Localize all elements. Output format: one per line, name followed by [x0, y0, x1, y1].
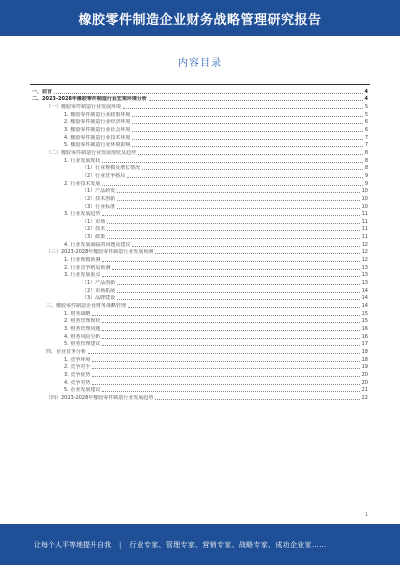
- toc-entry-title: 三、橡胶零件制造企业财务战略管理: [46, 303, 127, 310]
- toc-entry-title: 1. 行业规模预测: [64, 257, 101, 264]
- toc-entry-page: 13: [361, 264, 368, 271]
- toc-entry[interactable]: [32, 386, 368, 394]
- report-title: 橡胶零件制造企业财务战略管理研究报告: [78, 12, 322, 28]
- toc-entry[interactable]: [32, 294, 368, 302]
- toc-entry-page: 18: [361, 356, 368, 363]
- toc-entry-title: 3. 行业发展趋势: [64, 211, 101, 218]
- toc-entry[interactable]: [32, 164, 368, 172]
- toc-dot-leader: [149, 100, 363, 101]
- toc-entry-title: （1）产品研发: [82, 188, 116, 195]
- toc-dot-leader: [132, 131, 362, 132]
- toc-entry-page: 8: [364, 165, 368, 172]
- toc-entry[interactable]: [32, 133, 368, 141]
- toc-dot-leader: [92, 376, 359, 377]
- toc-entry-title: 1. 行业发展现状: [64, 157, 101, 164]
- toc-divider: [30, 84, 370, 85]
- toc-entry-title: 4. 橡胶零件制造行业技术环境: [64, 134, 131, 141]
- toc-entry-page: 11: [361, 226, 368, 233]
- toc-entry-page: 16: [361, 326, 368, 332]
- toc-entry[interactable]: [32, 347, 368, 355]
- toc-entry[interactable]: [32, 102, 368, 110]
- toc-dot-leader: [127, 177, 363, 178]
- toc-entry[interactable]: [32, 309, 368, 317]
- toc-entry-title: 2. 行业技术发展: [64, 180, 101, 187]
- toc-entry-title: 5. 企业发展建议: [64, 387, 101, 394]
- toc-dot-leader: [138, 154, 363, 155]
- toc-entry[interactable]: [32, 217, 368, 225]
- toc-dot-leader: [117, 299, 359, 300]
- toc-dot-leader: [117, 292, 359, 293]
- toc-entry-title: 3. 橡胶零件制造行业社会环境: [64, 126, 131, 133]
- toc-entry-title: （3）政策: [82, 234, 106, 241]
- toc-entry-page: 16: [361, 333, 368, 340]
- toc-entry-title: 二、2023-2028年橡胶零件制造行业宏观环境分析: [32, 96, 147, 103]
- toc-entry[interactable]: [32, 248, 368, 256]
- toc-dot-leader: [102, 276, 359, 277]
- toc-entry-title: 4. 行业发展面临的问题及建议: [64, 241, 131, 248]
- toc-entry-title: 2. 橡胶零件制造行业经济环境: [64, 119, 131, 126]
- toc-entry-page: 10: [361, 188, 368, 195]
- toc-entry-title: 5. 财务管理建议: [64, 341, 101, 348]
- toc-entry-title: 3. 行业发展重点: [64, 272, 101, 279]
- toc-entry[interactable]: [32, 118, 368, 126]
- toc-entry-title: （四）2023-2028年橡胶零件制造行业发展趋势: [46, 394, 154, 401]
- toc-entry-page: 11: [361, 211, 368, 218]
- toc-list: [32, 87, 368, 401]
- toc-dot-leader: [132, 116, 362, 117]
- toc-dot-leader: [102, 391, 359, 392]
- toc-entry[interactable]: [32, 95, 368, 103]
- toc-entry[interactable]: [32, 378, 368, 386]
- toc-entry-title: 2. 竞争对手: [64, 364, 91, 371]
- toc-entry[interactable]: [32, 87, 368, 95]
- toc-entry-title: 3. 竞争优势: [64, 371, 91, 378]
- toc-entry-title: 3. 财务管理问题: [64, 326, 101, 332]
- toc-entry[interactable]: [32, 286, 368, 294]
- toc-entry[interactable]: [32, 255, 368, 263]
- toc-entry[interactable]: [32, 278, 368, 286]
- toc-entry-title: 一、前言: [32, 88, 53, 95]
- toc-dot-leader: [117, 200, 359, 201]
- toc-dot-leader: [128, 307, 360, 308]
- toc-entry-title: 四、企业竞争分析: [46, 348, 87, 355]
- toc-dot-leader: [102, 330, 359, 331]
- toc-entry[interactable]: [32, 202, 368, 210]
- toc-dot-leader: [54, 93, 363, 94]
- footer-bar: [0, 524, 400, 565]
- toc-entry-page: 6: [364, 119, 368, 126]
- toc-dot-leader: [155, 399, 359, 400]
- toc-entry-page: 10: [361, 203, 368, 210]
- toc-entry-title: （2）行业竞争格局: [82, 172, 126, 179]
- toc-entry-page: 12: [361, 257, 368, 264]
- document-page: [16, 36, 384, 524]
- toc-entry[interactable]: [32, 179, 368, 187]
- toc-entry-title: （3）行业标准: [82, 203, 116, 210]
- toc-entry-title: （二）橡胶零件制造行业发展现状及趋势: [46, 149, 137, 156]
- toc-entry[interactable]: [32, 317, 368, 325]
- toc-entry-page: 22: [361, 394, 368, 401]
- toc-entry-title: （2）技术创新: [82, 195, 116, 202]
- toc-entry[interactable]: [32, 263, 368, 271]
- toc-entry-page: 20: [361, 379, 368, 386]
- toc-dot-leader: [123, 108, 363, 109]
- toc-entry[interactable]: [32, 324, 368, 332]
- toc-entry-page: 13: [361, 272, 368, 279]
- report-header-bar: [0, 0, 400, 36]
- toc-entry[interactable]: [32, 225, 368, 233]
- page-number: 1: [364, 512, 368, 518]
- toc-entry-page: 6: [364, 126, 368, 133]
- toc-entry-page: 14: [361, 303, 368, 310]
- toc-entry-title: （三）2023-2028年橡胶零件制造行业发展预测: [46, 249, 154, 256]
- toc-dot-leader: [107, 230, 359, 231]
- toc-entry-page: 5: [364, 111, 368, 118]
- toc-entry[interactable]: [32, 194, 368, 202]
- toc-dot-leader: [92, 368, 359, 369]
- footer-slogan: 让每个人平等地提升自我: [34, 540, 111, 549]
- toc-entry-page: 4: [364, 88, 368, 95]
- toc-entry[interactable]: [32, 148, 368, 156]
- toc-entry-page: 13: [361, 280, 368, 287]
- toc-entry[interactable]: [32, 301, 368, 309]
- toc-entry-page: 9: [364, 172, 368, 179]
- toc-entry[interactable]: [32, 363, 368, 371]
- toc-entry[interactable]: [32, 125, 368, 133]
- toc-entry-title: 2. 财务管理现状: [64, 318, 101, 325]
- toc-dot-leader: [92, 315, 359, 316]
- toc-entry-page: 12: [361, 249, 368, 256]
- toc-entry-title: 5. 橡胶零件制造行业环境影响: [64, 142, 131, 149]
- toc-entry-title: 4. 财务风险分析: [64, 333, 101, 340]
- toc-entry[interactable]: [32, 110, 368, 118]
- toc-dot-leader: [132, 123, 362, 124]
- toc-entry[interactable]: [32, 332, 368, 340]
- toc-entry-page: 14: [361, 287, 368, 294]
- toc-entry-title: 2. 行业竞争格局预测: [64, 264, 111, 271]
- toc-entry-title: （1）市场: [82, 218, 106, 225]
- toc-dot-leader: [112, 269, 359, 270]
- toc-heading: 内容目录: [178, 58, 222, 69]
- toc-entry[interactable]: [32, 210, 368, 218]
- toc-entry-page: 20: [361, 371, 368, 378]
- toc-entry[interactable]: [32, 370, 368, 378]
- toc-dot-leader: [155, 253, 359, 254]
- toc-entry-title: （1）行业规模及增长情况: [82, 165, 141, 172]
- toc-entry-page: 5: [364, 103, 368, 110]
- toc-dot-leader: [102, 261, 359, 262]
- toc-dot-leader: [117, 208, 359, 209]
- toc-dot-leader: [102, 345, 359, 346]
- toc-entry-page: 8: [364, 157, 368, 164]
- footer-separator: |: [119, 540, 122, 549]
- toc-entry[interactable]: [32, 340, 368, 348]
- toc-entry-title: 1. 竞争环境: [64, 356, 91, 363]
- toc-dot-leader: [102, 322, 359, 323]
- toc-entry-title: （2）技术: [82, 226, 106, 233]
- toc-dot-leader: [102, 215, 359, 216]
- toc-entry-page: 11: [361, 234, 368, 241]
- toc-entry-title: （1）产品创新: [82, 280, 116, 287]
- toc-entry[interactable]: [32, 240, 368, 248]
- toc-entry[interactable]: [32, 187, 368, 195]
- toc-dot-leader: [88, 353, 360, 354]
- toc-entry-page: 9: [364, 180, 368, 187]
- toc-entry-page: 17: [361, 341, 368, 348]
- toc-dot-leader: [92, 384, 359, 385]
- toc-entry[interactable]: [32, 232, 368, 240]
- toc-dot-leader: [117, 192, 359, 193]
- toc-dot-leader: [117, 284, 359, 285]
- toc-entry-page: 12: [361, 241, 368, 248]
- toc-entry-page: 11: [361, 218, 368, 225]
- toc-dot-leader: [102, 162, 362, 163]
- toc-dot-leader: [132, 246, 359, 247]
- footer-tagline: 行业专家、管理专家、营销专家、战略专家、成功企业家……: [129, 540, 327, 549]
- toc-dot-leader: [92, 361, 359, 362]
- toc-entry[interactable]: [32, 156, 368, 164]
- toc-dot-leader: [132, 146, 362, 147]
- toc-entry-page: 7: [364, 134, 368, 141]
- toc-dot-leader: [107, 238, 359, 239]
- toc-entry-title: （一）橡胶零件制造行业发展环境: [46, 103, 122, 110]
- toc-dot-leader: [102, 338, 359, 339]
- toc-entry-page: 4: [364, 96, 368, 103]
- toc-entry-page: 15: [361, 310, 368, 317]
- toc-entry-page: 21: [361, 387, 368, 394]
- toc-entry-title: 1. 财务战略: [64, 310, 91, 317]
- toc-entry-title: 1. 橡胶零件制造行业政策环境: [64, 111, 131, 118]
- toc-entry-page: 15: [361, 318, 368, 325]
- toc-entry-title: （2）市场拓展: [82, 287, 116, 294]
- toc-entry-page: 8: [364, 149, 368, 156]
- toc-dot-leader: [107, 223, 359, 224]
- toc-dot-leader: [132, 139, 362, 140]
- toc-entry-page: 10: [361, 195, 368, 202]
- toc-entry[interactable]: [32, 141, 368, 149]
- toc-entry[interactable]: [32, 355, 368, 363]
- toc-entry-page: 7: [364, 142, 368, 149]
- toc-entry-page: 18: [361, 348, 368, 355]
- toc-entry-title: （3）品牌建设: [82, 295, 116, 302]
- toc-entry[interactable]: [32, 393, 368, 401]
- toc-dot-leader: [142, 169, 363, 170]
- toc-entry[interactable]: [32, 171, 368, 179]
- toc-entry-title: 4. 竞争劣势: [64, 379, 91, 386]
- toc-entry-page: 19: [361, 364, 368, 371]
- toc-dot-leader: [102, 185, 362, 186]
- toc-entry-page: 14: [361, 295, 368, 302]
- toc-entry[interactable]: [32, 271, 368, 279]
